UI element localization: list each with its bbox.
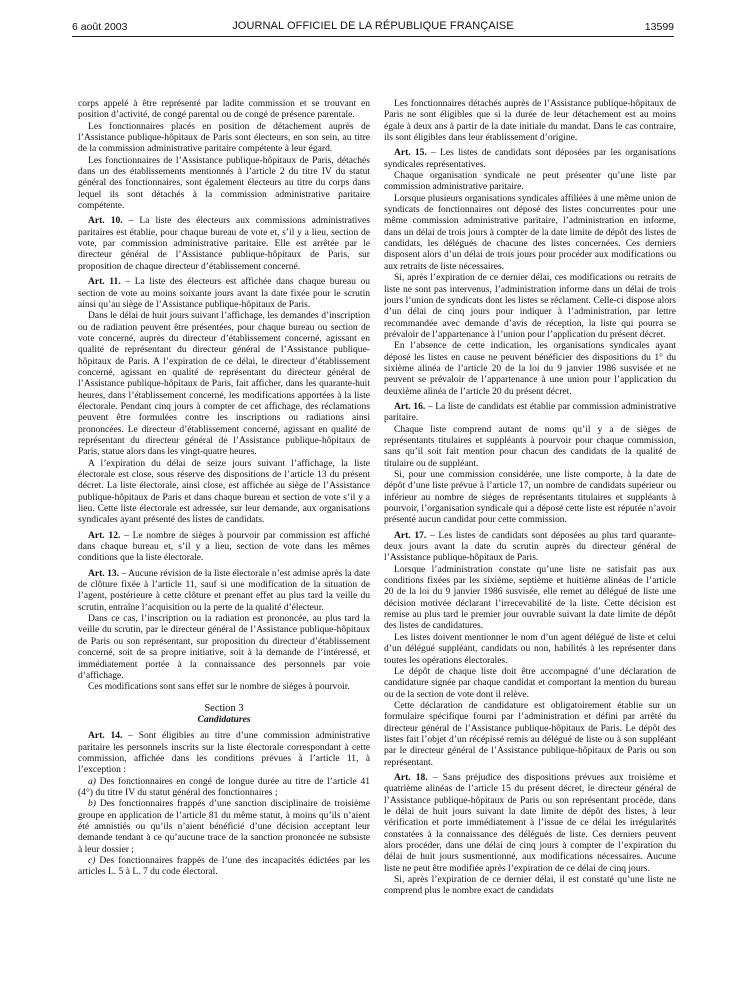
article-12: [78, 530, 370, 564]
item-label: c): [88, 855, 96, 866]
subsection-title: Candidatures: [197, 713, 251, 725]
article-11: [78, 276, 370, 310]
article-text: – Sont éligibles au titre d’une commission administrative paritaire les personnels inscrits sur la liste électorale correspondant à cette commission, affichée dans les conditions prévues à l’article 11, à l’exception :: [78, 730, 370, 776]
paragraph: En l’absence de cette indication, les organisations syndicales ayant déposé les listes en cause ne peuvent bénéficier des dispositions du 1° du sixième alinéa de l’article 20 de la loi du 9 janvier 1986 susvisée et ne peuvent se prévaloir de l’appartenance à une union pour l’application du deuxième alinéa de l’article 20 du présent décret.: [384, 340, 676, 397]
article-18: [384, 772, 676, 874]
list-item: [78, 855, 370, 878]
article-13: [78, 568, 370, 613]
article-text: – Les listes de candidats sont déposées au plus tard quarante-deux jours avant la date du scrutin auprès du directeur général de l’Assistance publique-hôpitaux de Paris.: [384, 529, 676, 564]
article-heading: Art. 15.: [394, 147, 427, 159]
article-text: – Sans préjudice des dispositions prévues aux troisième et quatrième alinéas de l’article 15 du présent décret, le directeur général de l’Assistance publique-hôpitaux de Paris ou son représentant procède, dans le délai de huit jours suivant la date limite de dépôt des listes, à leur vérification et porte immédiatement à l’issue de ce délai les irrégularités constatées à la connaissance des délégués de liste. Ces derniers peuvent alors procéder, dans une délai de cinq jours à compter de l’expiration du délai de huit jours susmentionné, aux modifications nécessaires. Aucune liste ne peut être modifiée après l’expiration de ce délai de cinq jours.: [384, 771, 676, 874]
item-label: b): [88, 798, 96, 810]
journal-title: JOURNAL OFFICIEL DE LA RÉPUBLIQUE FRANÇAISE: [232, 20, 514, 32]
paragraph: Chaque organisation syndicale ne peut présenter qu’une liste par commission administrative paritaire.: [384, 170, 676, 193]
issue-date: 6 août 2003: [72, 21, 128, 33]
article-heading: Art. 18.: [394, 771, 428, 783]
article-text: – La liste des électeurs est affichée dans chaque bureau ou section de vote au moins soixante jours avant la date fixée pour le scrutin ainsi qu’au siège de l’Assistance publique-hôpitaux de Paris.: [78, 276, 370, 310]
list-item: [78, 776, 370, 799]
article-heading: Art. 13.: [88, 567, 120, 579]
paragraph: Le dépôt de chaque liste doit être accompagné d’une déclaration de candidature signée par chaque candidat et comportant la mention du bureau ou de la section de vote dont il relève.: [384, 665, 676, 700]
paragraph: Cette déclaration de candidature est obligatoirement établie sur un formulaire spécifique fourni par l’administration et défini par arrêté du directeur général de l’Assistance publique-hôpitaux de Paris. Le dépôt des listes fait l’objet d’un récépissé remis au délégué de liste ou à son suppléant par le directeur général de l’Assistance publique-hôpitaux de Paris ou son représentant.: [384, 699, 676, 768]
paragraph: Lorsque l’administration constate qu’une liste ne satisfait pas aux conditions fixées par les sixième, septième et huitième alinéas de l’article 20 de la loi du 9 janvier 1986 susvisée, elle remet au délégué de liste une décision motivée déclarant l’irrecevabilité de la liste. Cette décision est remise au plus tard le premier jour ouvrable suivant la date limite de dépôt des listes de candidatures.: [384, 563, 676, 632]
item-text: Des fonctionnaires frappés d’une sanction disciplinaire de troisième groupe en application de l’article 81 du même statut, à moins qu’ils n’aient été amnistiés ou qu’ils n’aient bénéficié d’une décision acceptant leur demande tendant à ce qu’aucune trace de la sanction prononcée ne subsiste à leur dossier ;: [78, 798, 370, 855]
paragraph: Si, après l’expiration de ce dernier délai, ces modifications ou retraits de liste ne sont pas intervenus, l’administration informe dans un délai de trois jours l’union de syndicats dont les listes se réclament. Celle-ci dispose alors d’un délai de cinq jours pour indiquer à l’administration, par lettre recommandée avec demande d’avis de réception, la liste qui pourra se prévaloir de l’appartenance à l’union pour l’application du présent décret.: [384, 272, 676, 340]
paragraph: corps appelé à être représenté par ladite commission et se trouvant en position d’activité, de congé parental ou de congé de présence parentale.: [78, 98, 370, 121]
header-rule: [72, 36, 674, 37]
paragraph: Dans le délai de huit jours suivant l’affichage, les demandes d’inscription ou de radiation peuvent être présentées, pour chaque bureau ou section de vote concerné, auprès du directeur d’établissement concerné, agissant en qualité de représentant du directeur général de l’Assistance publique-hôpitaux de Paris. A l’expiration de ce délai, le directeur d’établissement concerné, agissant en qualité de représentant du directeur général de l’Assistance publique-hôpitaux de Paris, fait afficher, dans les quarante-huit heures, dans l’établissement concerné, les modifications apportées à la liste électorale. Pendant cinq jours à compter de cet affichage, des réclamations peuvent être formulées contre les inscriptions ou radiations ainsi prononcées. Le directeur d’établissement concerné, agissant en qualité de représentant du directeur général de l’Assistance publique-hôpitaux de Paris, statue alors dans les vingt-quatre heures.: [78, 310, 370, 458]
article-17: [384, 530, 676, 564]
paragraph: Ces modifications sont sans effet sur le nombre de sièges à pourvoir.: [88, 681, 350, 693]
list-item: [78, 798, 370, 855]
article-heading: Art. 17.: [394, 529, 427, 541]
paragraph: Les fonctionnaires détachés auprès de l’Assistance publique-hôpitaux de Paris ne sont éligibles que si la durée de leur détachement est au moins égale à deux ans à partir de la date initiale du mandat. Dans le cas contraire, ils sont éligibles dans leur établissement d’origine.: [384, 98, 676, 144]
section-title: Section 3: [204, 702, 244, 714]
paragraph: Dans ce cas, l’inscription ou la radiation est prononcée, au plus tard la veille du scrutin, par le directeur général de l’Assistance publique-hôpitaux de Paris ou son représentant, sur proposition du directeur d’établissement concerné, soit de sa propre initiative, soit à la demande de l’intéressé, et immédiatement portée à la connaissance des personnels par voie d’affichage.: [78, 613, 370, 681]
article-heading: Art. 16.: [394, 400, 426, 412]
article-heading: Art. 11.: [88, 276, 121, 288]
article-text: – La liste des électeurs aux commissions administratives paritaires est établie, pour chaque bureau de vote et, s’il y a lieu, section de vote, par commission administrative paritaire. Elle est arrêtée par le directeur général de l’Assistance publique-hôpitaux de Paris, sur proposition de chaque directeur d’établissement concerné.: [78, 215, 370, 272]
paragraph: Si, après l’expiration de ce dernier délai, il est constaté qu’une liste ne comprend plus le nombre exact de candidats: [384, 874, 676, 897]
item-text: Des fonctionnaires frappés de l’une des incapacités édictées par les articles L. 5 à L. 7 du code électoral.: [78, 855, 370, 878]
paragraph: Si, pour une commission considérée, une liste comporte, à la date de dépôt d’une liste prévue à l’article 17, un nombre de candidats supérieur ou inférieur au nombre de sièges de représentants titulaires et suppléants à pourvoir, l’organisation syndicale qui a déposé cette liste est réputée n’avoir présenté aucun candidat pour cette commission.: [384, 469, 676, 526]
article-heading: Art. 14.: [88, 730, 123, 742]
paragraph: A l’expiration du délai de seize jours suivant l’affichage, la liste électorale est close, sous réserve des dispositions de l’article 13 du présent décret. La liste électorale, ainsi close, est affichée au siège de l’Assistance publique-hôpitaux de Paris et dans chaque bureau et section de vote s’il y a lieu. Cette liste électorale est adressée, sur leur demande, aux organisations syndicales ayant présenté des listes de candidats.: [78, 457, 370, 526]
article-heading: Art. 12.: [88, 529, 121, 541]
paragraph: Les listes doivent mentionner le nom d’un agent délégué de liste et celui d’un délégué suppléant, candidats ou non, habilités à les représenter dans toutes les opérations électorales.: [384, 631, 676, 666]
article-16: [384, 401, 676, 424]
paragraph: Lorsque plusieurs organisations syndicales affiliées à une même union de syndicats de fonctionnaires ont déposé des listes concurrentes pour une même commission administrative paritaire, l’administration en informe, dans un délai de trois jours à compter de la date limite de dépôt des listes de candidats, les délégués de chacune des listes concernées. Ces derniers disposent alors d’un délai de trois jours pour procéder aux modifications ou aux retraits de liste nécessaires.: [384, 192, 676, 272]
page-number: 13599: [644, 21, 674, 33]
article-text: – Aucune révision de la liste électorale n’est admise après la date de clôture fixée à l’article 11, sauf si une modification de la situation de l’agent, postérieure à cette clôture et prenant effet au plus tard la veille du scrutin, entraîne l’acquisition ou la perte de la qualité d’électeur.: [78, 567, 370, 613]
article-text: – La liste de candidats est établie par commission administrative paritaire.: [384, 400, 676, 424]
article-text: – Les listes de candidats sont déposées par les organisations syndicales représentatives.: [384, 147, 676, 170]
paragraph: Chaque liste comprend autant de noms qu’il y a de sièges de représentants titulaires et suppléants à pourvoir pour chaque commission, sans qu’il soit fait mention pour chacun des candidats de la qualité de titulaire ou de suppléant.: [384, 423, 676, 469]
article-text: – Le nombre de sièges à pourvoir par commission est affiché dans chaque bureau et, s’il y a lieu, section de vote dans les mêmes conditions que la liste électorale.: [78, 529, 370, 564]
left-column: [78, 98, 370, 988]
right-column: [384, 98, 676, 988]
article-14: [78, 730, 370, 775]
paragraph: Les fonctionnaires de l’Assistance publique-hôpitaux de Paris, détachés dans un des établissements mentionnés à l’article 2 du titre IV du statut général des fonctionnaires, sont également électeurs au titre du corps dans lequel ils sont détachés à la commission administrative paritaire compétente.: [78, 154, 370, 212]
article-15: [384, 147, 676, 170]
item-text: Des fonctionnaires en congé de longue durée au titre de l’article 41 (4°) du titre IV du statut général des fonctionnaires ;: [78, 775, 370, 798]
article-heading: Art. 10.: [88, 215, 123, 227]
article-10: [78, 215, 370, 272]
paragraph: Les fonctionnaires placés en position de détachement auprès de l’Assistance publique-hôpitaux de Paris sont électeurs, en son sein, au titre de la commission administrative paritaire compétente à leur égard.: [78, 120, 370, 155]
item-label: a): [88, 775, 96, 787]
page-header: [72, 18, 674, 36]
